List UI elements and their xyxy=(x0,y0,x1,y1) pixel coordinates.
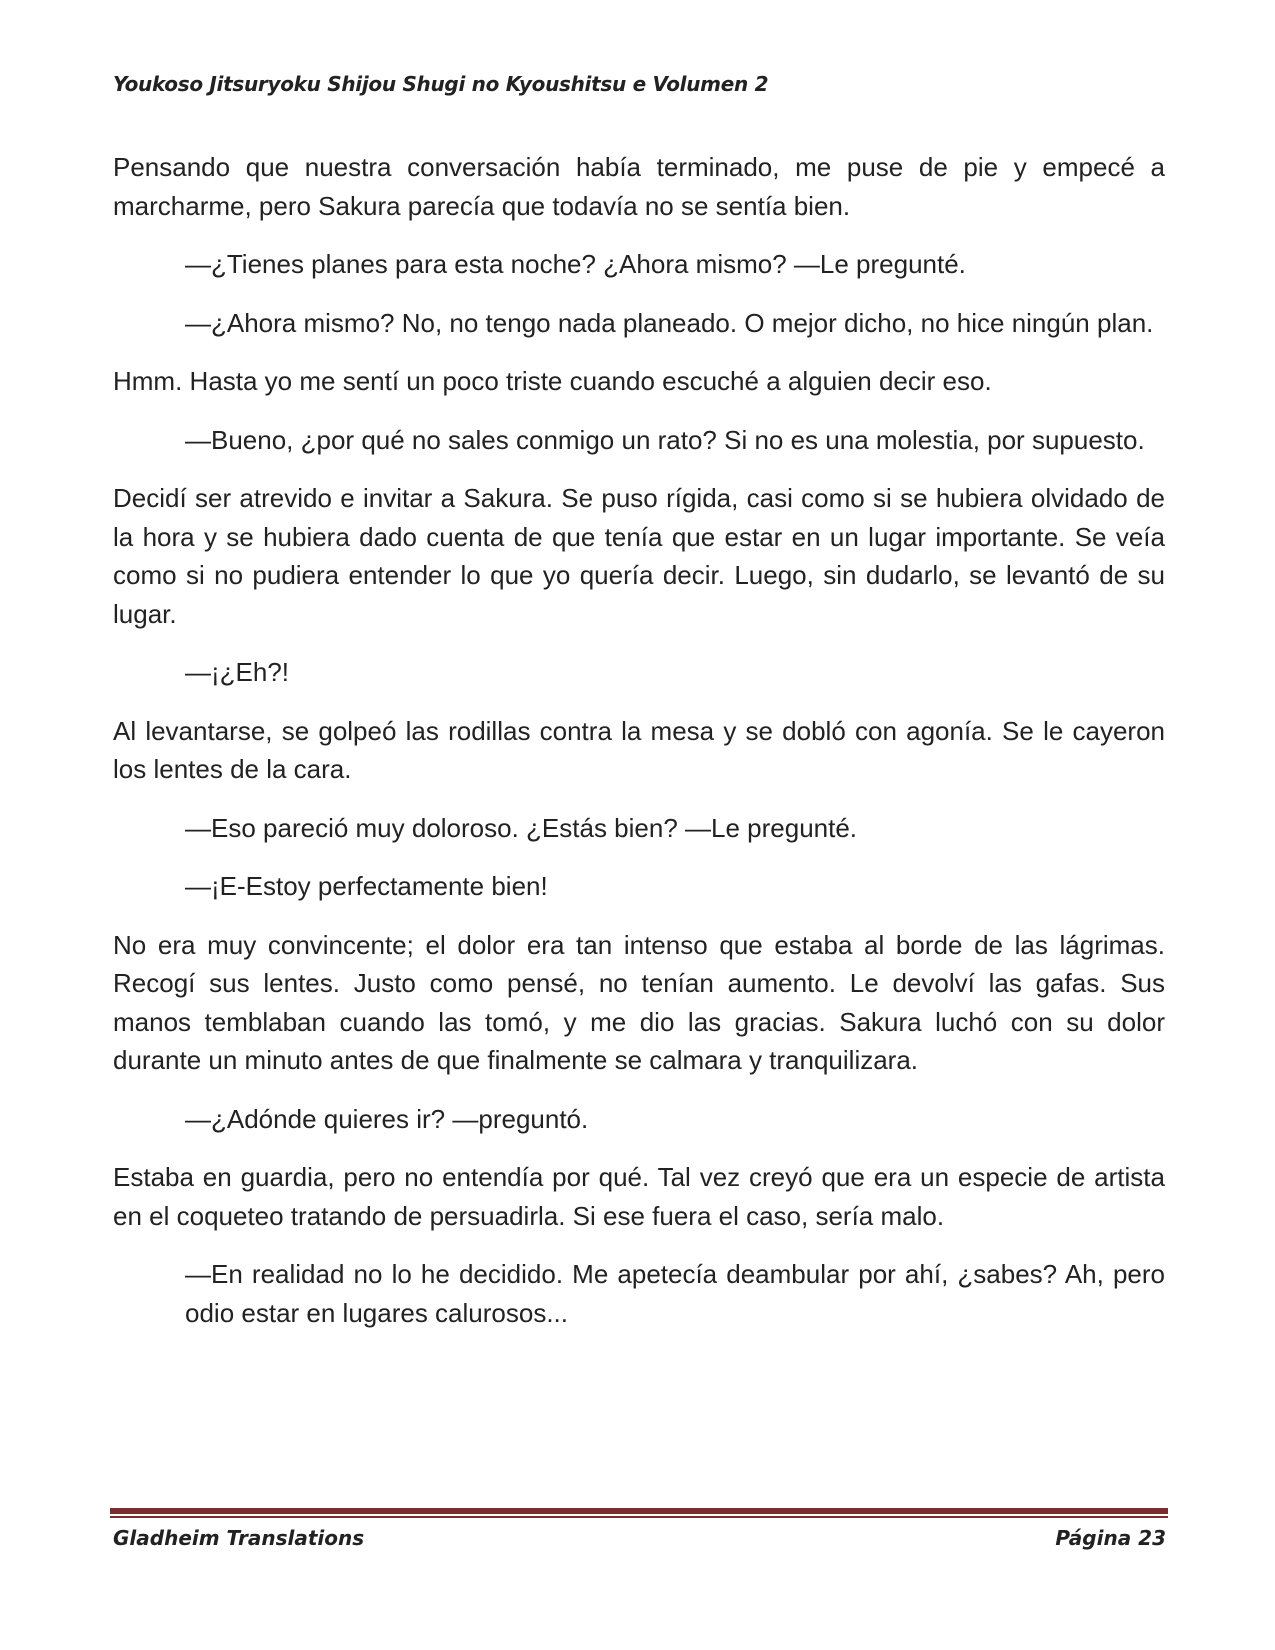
dialogue-line: —¿Ahora mismo? No, no tengo nada planeado. O mejor dicho, no hice ningún plan. xyxy=(185,307,1154,338)
dialogue-line: —En realidad no lo he decidido. Me apetecía deambular por ahí, ¿sabes? Ah, pero odio estar en lugares calurosos... xyxy=(185,1259,1165,1328)
footer-divider xyxy=(110,1508,1168,1514)
paragraph: Decidí ser atrevido e invitar a Sakura. Se puso rígida, casi como si se hubiera olvidado de la hora y se hubiera dado cuenta de que tenía que estar en un lugar importante. Se veía como si no pudiera entender lo que yo quería decir. Luego, sin dudarlo, se levantó de su lugar. xyxy=(113,483,1165,629)
dialogue-line: —Bueno, ¿por qué no sales conmigo un rato? Si no es una molestia, por supuesto. xyxy=(185,424,1145,455)
paragraph: Hmm. Hasta yo me sentí un poco triste cuando escuché a alguien decir eso. xyxy=(113,366,992,396)
dialogue-line: —Eso pareció muy doloroso. ¿Estás bien? —Le pregunté. xyxy=(185,812,858,843)
paragraph: Estaba en guardia, pero no entendía por qué. Tal vez creyó que era un especie de artista en el coqueteo tratando de persuadirla. Si ese fuera el caso, sería malo. xyxy=(113,1162,1165,1231)
dialogue-line: —¿Adónde quieres ir? —preguntó. xyxy=(185,1103,589,1134)
body-text xyxy=(113,148,1165,1352)
dialogue-line: —¿Tienes planes para esta noche? ¿Ahora mismo? —Le pregunté. xyxy=(185,249,966,279)
dialogue-line: —¡E-Estoy perfectamente bien! xyxy=(185,871,548,901)
dialogue-line: —¡¿Eh?! xyxy=(185,657,290,687)
footer-divider-thin xyxy=(110,1516,1168,1518)
page-number: Página 23 xyxy=(1055,1526,1166,1550)
paragraph: Pensando que nuestra conversación había terminado, me puse de pie y empecé a marcharme, pero Sakura parecía que todavía no se sentía bien. xyxy=(113,152,1165,221)
footer-credit: Gladheim Translations xyxy=(113,1526,365,1550)
running-header: Youkoso Jitsuryoku Shijou Shugi no Kyoushitsu e Volumen 2 xyxy=(113,72,769,96)
paragraph: Al levantarse, se golpeó las rodillas contra la mesa y se dobló con agonía. Se le cayeron los lentes de la cara. xyxy=(113,715,1165,784)
paragraph: No era muy convincente; el dolor era tan intenso que estaba al borde de las lágrimas. Recogí sus lentes. Justo como pensé, no tenían aumento. Le devolví las gafas. Sus manos temblaban cuando las tomó, y me dio las gracias. Sakura luchó con su dolor durante un minuto antes de que finalmente se calmara y tranquilizara. xyxy=(113,929,1165,1075)
